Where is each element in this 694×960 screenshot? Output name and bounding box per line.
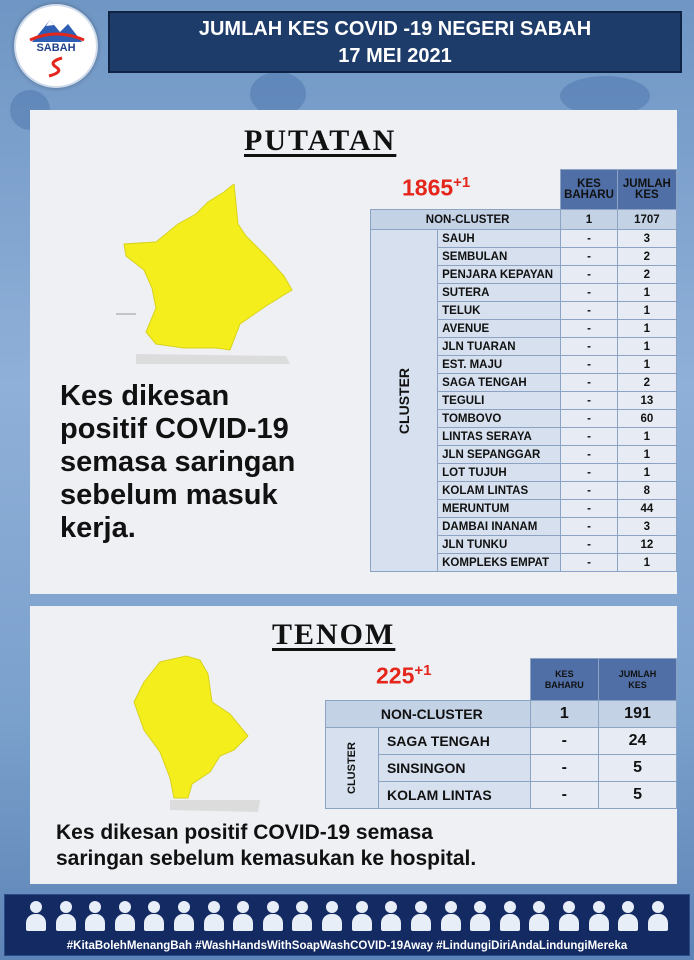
person-icon xyxy=(84,899,106,931)
cluster-label: CLUSTER xyxy=(396,367,413,434)
note-line: Kes dikesan xyxy=(60,380,230,412)
sabah-logo xyxy=(14,4,98,88)
col-header-new xyxy=(561,170,618,210)
cluster-total: 24 xyxy=(599,728,677,755)
col-header-total xyxy=(599,659,677,701)
cluster-name: DAMBAI INANAM xyxy=(438,518,561,536)
tenom-table xyxy=(325,658,677,809)
cluster-new: - xyxy=(561,446,618,464)
cluster-new: - xyxy=(561,284,618,302)
noncluster-total: 191 xyxy=(599,701,677,728)
person-icon xyxy=(321,899,343,931)
cluster-new: - xyxy=(561,230,618,248)
col-new-line1: KES xyxy=(555,668,574,679)
person-icon xyxy=(647,899,669,931)
hashtag-footer xyxy=(4,894,690,956)
person-icon xyxy=(143,899,165,931)
cluster-total: 8 xyxy=(617,482,676,500)
cluster-total: 1 xyxy=(617,338,676,356)
tenom-total-value: 225 xyxy=(376,662,415,689)
note-line: kerja. xyxy=(60,512,136,544)
person-icon xyxy=(380,899,402,931)
cluster-name: SUTERA xyxy=(438,284,561,302)
person-icon xyxy=(25,899,47,931)
col-total-line1: JUMLAH xyxy=(622,177,671,190)
person-icon xyxy=(588,899,610,931)
cluster-name: LOT TUJUH xyxy=(438,464,561,482)
cluster-name: KOLAM LINTAS xyxy=(438,482,561,500)
col-new-line2: BAHARU xyxy=(544,679,584,690)
cluster-total: 2 xyxy=(617,248,676,266)
cluster-total: 5 xyxy=(599,755,677,782)
noncluster-row xyxy=(326,701,677,728)
cluster-name: TELUK xyxy=(438,302,561,320)
cluster-total: 2 xyxy=(617,266,676,284)
person-icon xyxy=(55,899,77,931)
cluster-name: TOMBOVO xyxy=(438,410,561,428)
cluster-name: AVENUE xyxy=(438,320,561,338)
page-title xyxy=(108,11,682,73)
cluster-name: JLN TUNKU xyxy=(438,536,561,554)
putatan-panel xyxy=(30,110,677,594)
cluster-name: KOMPLEKS EMPAT xyxy=(438,554,561,572)
putatan-title: PUTATAN xyxy=(244,124,397,157)
cluster-new: - xyxy=(561,320,618,338)
cluster-new: - xyxy=(530,755,598,782)
noncluster-label: NON-CLUSTER xyxy=(326,701,531,728)
col-total-line2: KES xyxy=(635,188,659,201)
cluster-total: 3 xyxy=(617,518,676,536)
note-line: positif COVID-19 xyxy=(60,413,289,445)
cluster-name: SAGA TENGAH xyxy=(438,374,561,392)
logo-text: SABAH xyxy=(36,42,76,54)
tenom-note xyxy=(56,820,476,872)
person-icon xyxy=(173,899,195,931)
tenom-map xyxy=(130,652,260,812)
col-new-line2: BAHARU xyxy=(564,188,614,201)
putatan-note xyxy=(60,380,295,545)
cluster-new: - xyxy=(561,482,618,500)
cluster-new: - xyxy=(561,410,618,428)
cluster-name: MERUNTUM xyxy=(438,500,561,518)
cluster-name: SINSINGON xyxy=(378,755,530,782)
tenom-panel xyxy=(30,606,677,884)
cluster-row xyxy=(326,755,677,782)
person-icon xyxy=(291,899,313,931)
person-icon xyxy=(351,899,373,931)
cluster-row xyxy=(371,230,677,248)
person-icon xyxy=(203,899,225,931)
cluster-total: 1 xyxy=(617,284,676,302)
person-icon xyxy=(262,899,284,931)
logo-swoosh-icon xyxy=(46,56,66,78)
cluster-new: - xyxy=(561,536,618,554)
cluster-new: - xyxy=(561,464,618,482)
cluster-total: 12 xyxy=(617,536,676,554)
cluster-new: - xyxy=(561,338,618,356)
person-icon xyxy=(114,899,136,931)
noncluster-row xyxy=(371,210,677,230)
person-icon xyxy=(469,899,491,931)
cluster-total: 3 xyxy=(617,230,676,248)
cluster-name: JLN TUARAN xyxy=(438,338,561,356)
putatan-total-new: +1 xyxy=(453,174,471,191)
noncluster-label: NON-CLUSTER xyxy=(371,210,561,230)
tenom-total-new: +1 xyxy=(414,662,432,679)
cluster-name: SEMBULAN xyxy=(438,248,561,266)
person-icon xyxy=(410,899,432,931)
note-line: Kes dikesan positif COVID-19 semasa xyxy=(56,821,433,844)
cluster-total: 1 xyxy=(617,320,676,338)
cluster-total: 2 xyxy=(617,374,676,392)
putatan-total-value: 1865 xyxy=(402,174,454,201)
noncluster-new: 1 xyxy=(530,701,598,728)
note-line: sebelum masuk xyxy=(60,479,278,511)
cluster-total: 60 xyxy=(617,410,676,428)
cluster-total: 1 xyxy=(617,428,676,446)
cluster-side-label xyxy=(371,230,438,572)
cluster-total: 1 xyxy=(617,554,676,572)
cluster-total: 1 xyxy=(617,302,676,320)
tenom-title: TENOM xyxy=(272,618,396,651)
cluster-new: - xyxy=(561,266,618,284)
cluster-name: JLN SEPANGGAR xyxy=(438,446,561,464)
cluster-new: - xyxy=(561,518,618,536)
putatan-map xyxy=(116,184,306,364)
cluster-new: - xyxy=(561,392,618,410)
noncluster-total: 1707 xyxy=(617,210,676,230)
title-line-1: JUMLAH KES COVID -19 NEGERI SABAH xyxy=(198,18,592,40)
frontliner-icons xyxy=(25,899,669,933)
cluster-row xyxy=(326,728,677,755)
cluster-new: - xyxy=(561,374,618,392)
cluster-total: 44 xyxy=(617,500,676,518)
cluster-new: - xyxy=(530,782,598,809)
cluster-name: LINTAS SERAYA xyxy=(438,428,561,446)
cluster-name: EST. MAJU xyxy=(438,356,561,374)
col-total-line2: KES xyxy=(628,679,647,690)
cluster-total: 5 xyxy=(599,782,677,809)
cluster-row xyxy=(326,782,677,809)
col-new-line1: KES xyxy=(577,177,601,190)
cluster-name: PENJARA KEPAYAN xyxy=(438,266,561,284)
col-header-total xyxy=(617,170,676,210)
hashtag-text: #KitaBolehMenangBah #WashHandsWithSoapWashCOVID-19Away #LindungiDiriAndaLindungiMereka xyxy=(66,940,628,952)
person-icon xyxy=(528,899,550,931)
note-line: saringan sebelum kemasukan ke hospital. xyxy=(56,847,477,870)
cluster-total: 1 xyxy=(617,464,676,482)
person-icon xyxy=(617,899,639,931)
noncluster-new: 1 xyxy=(561,210,618,230)
col-header-new xyxy=(530,659,598,701)
putatan-table xyxy=(370,169,677,572)
cluster-total: 1 xyxy=(617,446,676,464)
cluster-label: CLUSTER xyxy=(345,742,358,794)
cluster-new: - xyxy=(561,302,618,320)
cluster-side-label xyxy=(326,728,379,809)
cluster-name: TEGULI xyxy=(438,392,561,410)
cluster-new: - xyxy=(561,428,618,446)
cluster-total: 13 xyxy=(617,392,676,410)
cluster-name: SAUH xyxy=(438,230,561,248)
cluster-name: SAGA TENGAH xyxy=(378,728,530,755)
cluster-new: - xyxy=(561,500,618,518)
title-line-2: 17 MEI 2021 xyxy=(338,45,452,67)
person-icon xyxy=(499,899,521,931)
cluster-new: - xyxy=(561,248,618,266)
cluster-name: KOLAM LINTAS xyxy=(378,782,530,809)
note-line: semasa saringan xyxy=(60,446,296,478)
col-total-line1: JUMLAH xyxy=(618,668,657,679)
person-icon xyxy=(558,899,580,931)
cluster-new: - xyxy=(561,356,618,374)
person-icon xyxy=(232,899,254,931)
cluster-total: 1 xyxy=(617,356,676,374)
cluster-new: - xyxy=(561,554,618,572)
person-icon xyxy=(440,899,462,931)
cluster-new: - xyxy=(530,728,598,755)
